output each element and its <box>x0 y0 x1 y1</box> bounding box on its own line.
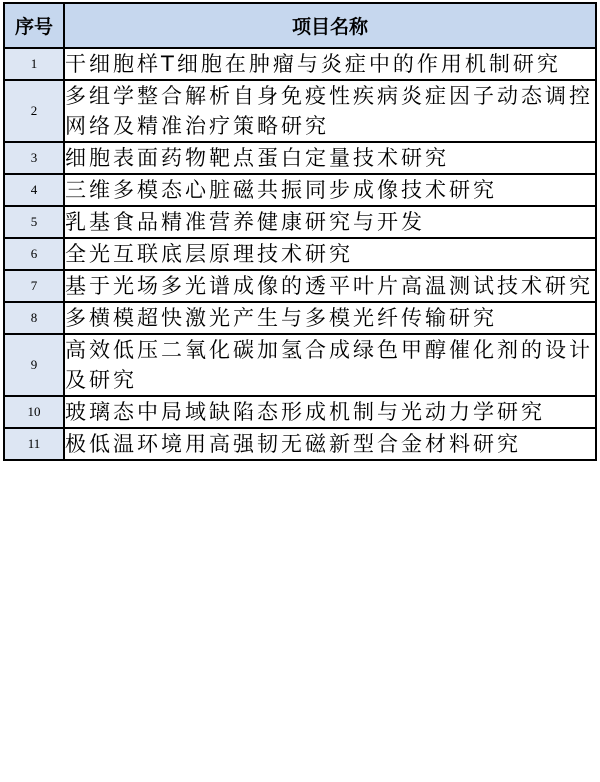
table-row <box>4 80 596 142</box>
table-row <box>4 174 596 206</box>
project-name: 多组学整合解析自身免疫性疾病炎症因子动态调控网络及精准治疗策略研究 <box>64 80 596 142</box>
column-header-name: 项目名称 <box>64 3 596 48</box>
project-name: 基于光场多光谱成像的透平叶片高温测试技术研究 <box>64 270 596 302</box>
table-row <box>4 334 596 396</box>
project-name: 全光互联底层原理技术研究 <box>64 238 596 270</box>
table-row <box>4 302 596 334</box>
project-name: 玻璃态中局域缺陷态形成机制与光动力学研究 <box>64 396 596 428</box>
row-index: 4 <box>4 174 64 206</box>
project-name: 干细胞样T细胞在肿瘤与炎症中的作用机制研究 <box>64 48 596 80</box>
project-name: 高效低压二氧化碳加氢合成绿色甲醇催化剂的设计及研究 <box>64 334 596 396</box>
project-name: 多横模超快激光产生与多模光纤传输研究 <box>64 302 596 334</box>
table-row <box>4 270 596 302</box>
project-name: 极低温环境用高强韧无磁新型合金材料研究 <box>64 428 596 460</box>
project-name: 细胞表面药物靶点蛋白定量技术研究 <box>64 142 596 174</box>
row-index: 11 <box>4 428 64 460</box>
row-index: 9 <box>4 334 64 396</box>
table-row <box>4 48 596 80</box>
column-header-index: 序号 <box>4 3 64 48</box>
table-row <box>4 396 596 428</box>
table-row <box>4 428 596 460</box>
row-index: 1 <box>4 48 64 80</box>
row-index: 2 <box>4 80 64 142</box>
row-index: 3 <box>4 142 64 174</box>
row-index: 10 <box>4 396 64 428</box>
row-index: 8 <box>4 302 64 334</box>
table-row <box>4 206 596 238</box>
table-header-row <box>4 3 596 48</box>
table-row <box>4 142 596 174</box>
row-index: 5 <box>4 206 64 238</box>
project-table <box>3 2 597 461</box>
project-name: 三维多模态心脏磁共振同步成像技术研究 <box>64 174 596 206</box>
row-index: 6 <box>4 238 64 270</box>
project-name: 乳基食品精准营养健康研究与开发 <box>64 206 596 238</box>
table-row <box>4 238 596 270</box>
row-index: 7 <box>4 270 64 302</box>
